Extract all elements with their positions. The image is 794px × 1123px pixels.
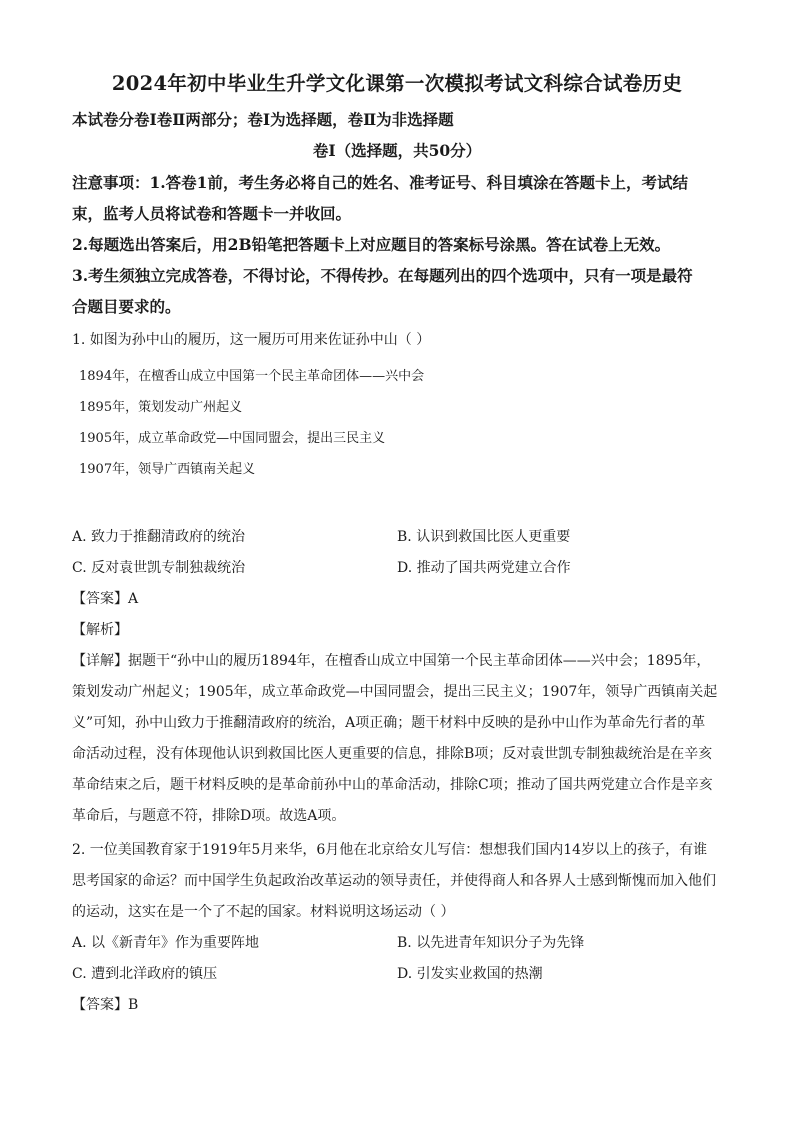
q1-option-c: C. 反对袁世凯专制独裁统治 — [72, 560, 246, 576]
timeline-item: 1894年，在檀香山成立中国第一个民主革命团体——兴中会 — [79, 369, 425, 384]
q1-detail-line: 革命结束之后，题干材料反映的是革命前孙中山的革命活动，排除C项；推动了国共两党建立合作是辛亥 — [72, 777, 713, 793]
notes-line-3: 2.每题选出答案后，用2B铅笔把答题卡上对应题目的答案标号涂黑。答在试卷上无效。 — [72, 235, 671, 254]
notes-line-2: 束，监考人员将试卷和答题卡一并收回。 — [72, 204, 352, 223]
q1-detail-line: 革命后，与题意不符，排除D项。故选A项。 — [72, 808, 346, 824]
q2-option-a: A. 以《新青年》作为重要阵地 — [72, 935, 260, 951]
q1-option-b: B. 认识到救国比医人更重要 — [397, 529, 571, 545]
q1-analysis-label: 【解析】 — [72, 622, 128, 638]
q2-stem-line: 的运动，这实在是一个了不起的国家。材料说明这场运动（ ） — [72, 904, 455, 920]
q1-detail-line: 命活动过程，没有体现他认识到救国比医人更重要的信息，排除B项；反对袁世凯专制独裁统治是在辛亥 — [72, 746, 713, 762]
q2-stem-line: 思考国家的命运？而中国学生负起政治改革运动的领导责任，并使得商人和各界人士感到惭愧而加入他们 — [72, 873, 716, 889]
timeline-item: 1907年，领导广西镇南关起义 — [79, 462, 256, 477]
timeline-item: 1905年，成立革命政党—中国同盟会，提出三民主义 — [79, 431, 386, 446]
section-heading: 卷Ⅰ（选择题，共50分） — [312, 141, 482, 160]
notes-line-1: 注意事项：1.答卷1前，考生务必将自己的姓名、准考证号、科目填涂在答题卡上，考试结 — [72, 173, 688, 192]
q1-detail-line: 【详解】据题干“孙中山的履历1894年，在檀香山成立中国第一个民主革命团体——兴中会；1895年， — [72, 653, 711, 669]
q2-answer: 【答案】B — [72, 997, 139, 1013]
q1-detail-line: 义”可知，孙中山致力于推翻清政府的统治，A项正确；题干材料中反映的是孙中山作为革命先行者的革 — [72, 715, 706, 731]
q2-stem-line: 2. 一位美国教育家于1919年5月来华，6月他在北京给女儿写信：想想我们国内14岁以上的孩子，有谁 — [72, 842, 708, 858]
timeline-item: 1895年，策划发动广州起义 — [79, 400, 243, 415]
notes-line-5: 合题目要求的。 — [72, 297, 181, 316]
page-title: 2024年初中毕业生升学文化课第一次模拟考试文科综合试卷历史 — [111, 72, 683, 95]
q2-option-d: D. 引发实业救国的热潮 — [397, 966, 543, 982]
q2-option-b: B. 以先进青年知识分子为先锋 — [397, 935, 585, 951]
exam-intro: 本试卷分卷Ⅰ卷Ⅱ两部分；卷Ⅰ为选择题，卷Ⅱ为非选择题 — [72, 110, 454, 129]
q1-option-d: D. 推动了国共两党建立合作 — [397, 560, 571, 576]
notes-line-4: 3.考生须独立完成答卷，不得讨论，不得传抄。在每题列出的四个选项中，只有一项是最符 — [72, 266, 693, 285]
q1-detail-line: 策划发动广州起义；1905年，成立革命政党—中国同盟会，提出三民主义；1907年，领导广西镇南关起 — [72, 684, 718, 700]
q2-option-c: C. 遭到北洋政府的镇压 — [72, 966, 218, 982]
q1-answer: 【答案】A — [72, 591, 139, 607]
q1-option-a: A. 致力于推翻清政府的统治 — [72, 529, 246, 545]
q1-stem: 1. 如图为孙中山的履历，这一履历可用来佐证孙中山（ ） — [72, 332, 431, 348]
